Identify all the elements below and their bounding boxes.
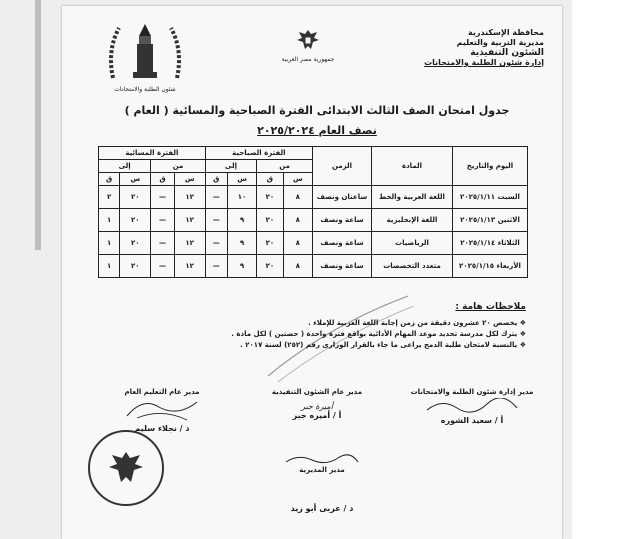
- notes-list: [106, 318, 526, 351]
- note-text: يخصص ٢٠ عشرون دقيقة من زمن إجابة اللغة العربية للإملاء .: [308, 319, 518, 327]
- morning-from-minute: ٢٠: [257, 255, 283, 278]
- row-date: الأربعاء ٢٠٢٥/١/١٥: [453, 255, 528, 278]
- notes-heading: ملاحظات هامة :: [455, 302, 526, 312]
- evening-to-minute: ٢٠: [120, 186, 151, 209]
- unit-hour: س: [174, 173, 205, 186]
- morning-from-hour: ٨: [283, 209, 312, 232]
- col-duration: الزمن: [313, 147, 372, 186]
- row-date: الثلاثاء ٢٠٢٥/١/١٤: [453, 232, 528, 255]
- note-item: [106, 340, 526, 351]
- evening-to: إلى: [99, 160, 151, 173]
- eagle-icon: [106, 450, 146, 486]
- unit-minute: ق: [151, 173, 174, 186]
- signature-title: مدير عام التعليم العام: [124, 388, 200, 396]
- eagle-icon: [295, 28, 321, 52]
- row-subject: الرياضيات: [372, 232, 453, 255]
- signature-scribble-icon: [117, 398, 207, 422]
- col-subject: المادة: [372, 147, 453, 186]
- left-scroll-edge: [35, 0, 41, 250]
- morning-to-minute: —: [205, 186, 227, 209]
- evening-to-hour: ١: [99, 209, 120, 232]
- bullet-icon: ❖: [517, 330, 526, 338]
- row-duration: ساعة ونصف: [313, 255, 372, 278]
- evening-from-minute: —: [151, 232, 174, 255]
- signature-name: أ / سعيد الشوره: [440, 416, 504, 425]
- signature-scribble-icon: [422, 398, 522, 414]
- row-subject: اللغة العربية والخط: [372, 186, 453, 209]
- signature-exec: [252, 388, 382, 420]
- table-row: [99, 209, 528, 232]
- col-evening: الفترة المسائية: [99, 147, 206, 160]
- row-duration: ساعة ونصف: [313, 232, 372, 255]
- department-line: إدارة شئون الطلبة والامتحانات: [424, 58, 544, 67]
- affairs-line: الشئون التنفيذية: [470, 48, 544, 58]
- emblem-caption: جمهورية مصر العربية: [281, 56, 335, 63]
- unit-hour: س: [283, 173, 312, 186]
- evening-from-minute: —: [151, 255, 174, 278]
- note-text: بالنسبة لامتحان طلبة الدمج يراعى ما جاء بالقرار الوزارى رقم (٢٥٢) لسنة ٢٠١٧ .: [240, 341, 518, 349]
- evening-to-minute: ٢٠: [120, 209, 151, 232]
- document-page: [62, 6, 562, 539]
- morning-to: إلى: [205, 160, 257, 173]
- signature-dept: [402, 388, 542, 425]
- lighthouse-icon: [105, 20, 185, 82]
- row-date: السبت ٢٠٢٥/١/١١: [453, 186, 528, 209]
- evening-from-minute: —: [151, 209, 174, 232]
- evening-to-hour: ١: [99, 232, 120, 255]
- signature-title: مدير عام الشئون التنفيذية: [271, 388, 363, 396]
- morning-to-hour: ٩: [227, 209, 256, 232]
- signature-scribble-icon: [282, 452, 362, 466]
- morning-from-hour: ٨: [283, 255, 312, 278]
- evening-from-hour: ١٢: [174, 186, 205, 209]
- row-duration: ساعتان ونصف: [313, 186, 372, 209]
- unit-minute: ق: [257, 173, 283, 186]
- document-subtitle: نصف العام ٢٠٢٥/٢٠٢٤: [257, 124, 377, 137]
- right-margin: [572, 0, 640, 539]
- note-item: [106, 329, 526, 340]
- evening-from-hour: ١٢: [174, 209, 205, 232]
- morning-from-hour: ٨: [283, 232, 312, 255]
- morning-to-hour: ٩: [227, 255, 256, 278]
- unit-minute: ق: [99, 173, 120, 186]
- row-duration: ساعة ونصف: [313, 209, 372, 232]
- unit-hour: س: [120, 173, 151, 186]
- exam-schedule-table: [98, 146, 528, 278]
- evening-from-hour: ١٢: [174, 255, 205, 278]
- row-date: الاثنين ٢٠٢٥/١/١٣: [453, 209, 528, 232]
- evening-to-minute: ٢٠: [120, 255, 151, 278]
- morning-to-hour: ١٠: [227, 186, 256, 209]
- egypt-emblem: [278, 28, 338, 63]
- header-authority: [394, 28, 544, 68]
- morning-to-minute: —: [205, 255, 227, 278]
- col-day-date: اليوم والتاريخ: [453, 147, 528, 186]
- morning-to-hour: ٩: [227, 232, 256, 255]
- morning-from-minute: ٢٠: [257, 186, 283, 209]
- note-text: يترك لكل مدرسة تحديد موعد المهام الأدائية بواقع فترة واحدة ( حصتين ) لكل مادة .: [231, 330, 518, 338]
- col-morning: الفترة الصباحية: [205, 147, 312, 160]
- document-title: جدول امتحان الصف الثالث الابتدائى الفترة الصباحية والمسائية ( العام ): [124, 104, 510, 117]
- morning-from-hour: ٨: [283, 186, 312, 209]
- evening-from-hour: ١٢: [174, 232, 205, 255]
- morning-to-minute: —: [205, 232, 227, 255]
- signature-name: د / نجلاء سليم: [134, 424, 190, 433]
- morning-to-minute: —: [205, 209, 227, 232]
- governorate-line: محافظة الإسكندرية: [468, 28, 544, 37]
- morning-from-minute: ٢٠: [257, 209, 283, 232]
- evening-to-hour: ٢: [99, 186, 120, 209]
- bullet-icon: ❖: [517, 341, 526, 349]
- directorate-line: مديرية التربية والتعليم: [456, 38, 544, 47]
- unit-hour: س: [227, 173, 256, 186]
- signature-director: [262, 452, 382, 513]
- logo-caption: شئون الطلبة والامتحانات: [114, 86, 176, 93]
- unit-minute: ق: [205, 173, 227, 186]
- bullet-icon: ❖: [517, 319, 526, 327]
- signature-title: مدير المديرية: [299, 466, 345, 474]
- signature-edu: [92, 388, 232, 433]
- signature-name: أ / أميره جبر: [292, 411, 342, 420]
- row-subject: اللغة الإنجليزية: [372, 209, 453, 232]
- row-subject: متعدد التخصصات: [372, 255, 453, 278]
- table-row: [99, 232, 528, 255]
- lighthouse-logo: [102, 20, 188, 92]
- table-row: [99, 255, 528, 278]
- handwritten-name: أميرة جبر: [301, 402, 333, 411]
- morning-from-minute: ٢٠: [257, 232, 283, 255]
- evening-from-minute: —: [151, 186, 174, 209]
- evening-to-hour: ١: [99, 255, 120, 278]
- morning-from: من: [257, 160, 313, 173]
- evening-from: من: [151, 160, 205, 173]
- official-seal: [88, 430, 164, 506]
- evening-to-minute: ٢٠: [120, 232, 151, 255]
- signature-title: مدير إدارة شئون الطلبة والامتحانات: [410, 388, 534, 396]
- signature-name: د / عربى أبو زيد: [290, 504, 354, 513]
- note-item: [106, 318, 526, 329]
- table-row: [99, 186, 528, 209]
